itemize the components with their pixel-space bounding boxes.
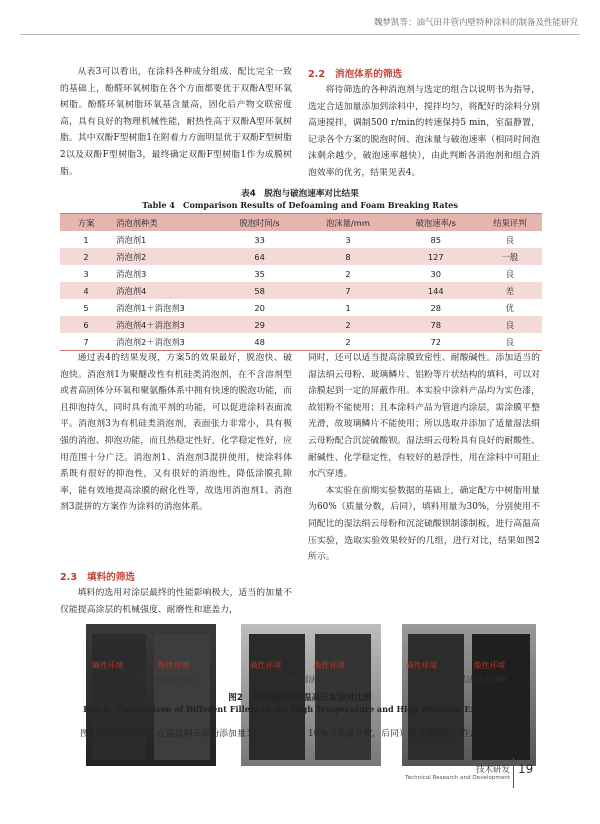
- col-header: 结果评判: [478, 214, 542, 232]
- table-cell: 20: [254, 302, 265, 313]
- table-cell: 78: [394, 316, 478, 333]
- paragraph: 从表3可以看出，在涂料各种成分组成、配比完全一致的基础上，酚醛环氧树脂在各个方面都要优于双酚A型环氧树脂。酚醛环氧树脂环氧基含量高，固化后产物交联密度高，具有良好的物理机械性能，耐热性高于双酚A型环氧树脂。其中双酚F型树脂1在附着力方面明显优于双酚F型树脂2以及双酚F型树脂3，最终确定双酚F型树脂1作为成膜树脂。: [60, 67, 292, 177]
- table-4: [60, 213, 542, 351]
- table-row: [60, 282, 542, 299]
- panel-b-alkaline-label: 碱性环境: [250, 661, 282, 670]
- col-header: 破泡速率/s: [394, 214, 478, 232]
- left-column-bottom-text: [60, 585, 292, 618]
- table-cell: 优: [505, 302, 515, 313]
- table-cell: 3: [83, 268, 89, 279]
- table-cell: 30: [430, 268, 442, 279]
- section-title: 填料的筛选: [87, 572, 135, 583]
- section-2-3-heading: [60, 569, 135, 583]
- table-cell: 8: [302, 248, 393, 265]
- panel-c-alkaline-label: 碱性环境: [406, 661, 438, 670]
- table-row: [60, 333, 542, 351]
- section-number: 2.2: [308, 69, 325, 80]
- section-number: 2.3: [60, 572, 77, 583]
- table-cell: 144: [394, 282, 478, 299]
- table-cell: 3: [345, 234, 351, 245]
- table-cell: 58: [217, 282, 302, 299]
- table-cell: 消泡剂3: [116, 268, 147, 279]
- panel-c-caption: （c）15%湿法绢云母粉: [418, 674, 508, 684]
- table-cell: 消泡剂2: [112, 248, 217, 265]
- table-row: [60, 299, 542, 316]
- col-header: 消泡剂种类: [112, 214, 217, 232]
- bottom-right-text: 10%（质量分数，后同）时表现最好；在湿法绢云母粉: [308, 729, 524, 739]
- table-cell: 良: [478, 316, 542, 333]
- table-cell: 33: [254, 234, 265, 245]
- table-cell: 2: [345, 268, 351, 279]
- panel-a-acidic-label: 酸性环境: [158, 661, 190, 670]
- table-cell: 消泡剂1＋消泡剂3: [116, 302, 185, 313]
- panel-a-caption: （a）5%湿法绢云母粉: [113, 674, 197, 684]
- table-cell: 消泡剂4＋消泡剂3: [112, 316, 217, 333]
- col-header: 泡沫量/mm: [302, 214, 393, 232]
- table-row: [60, 231, 542, 248]
- table-row: [60, 248, 542, 265]
- table-cell: 1: [83, 234, 89, 245]
- table-cell: 28: [430, 302, 442, 313]
- footer-divider: [513, 758, 514, 788]
- table-cell: 良: [505, 234, 515, 245]
- figure-2: [86, 624, 536, 824]
- paragraph: 将待筛选的各种消泡剂与选定的组合以说明书为指导，选定合适加量添加到涂料中，搅拌均匀，将配好的涂料分别高速搅拌，调制500 r/min的转速保持5 min，室温静置，记录各个方案的脱泡时间、泡沫量与破泡速率（相同时间泡沫剩余越少，破泡速率越快），由此判断各消泡剂和组合消泡效率的优劣，结果见表4。: [308, 85, 540, 178]
- table-cell: 1: [345, 302, 351, 313]
- page-number: 19: [518, 762, 534, 776]
- paragraph: 通过表4的结果发现，方案5的效果最好，脱泡快、破泡快。消泡剂1为聚醚改性有机硅类消泡剂，在不含溶剂型或者高固体分环氧和聚氨酯体系中拥有快速的脱泡功能，而且抑泡持久，同时具有流平剂的功能，可以促进涂料表面流平。消泡剂3为有机硅类消泡剂，表面张力非常小，具有极强的消泡、抑泡功能，而且热稳定性好，化学稳定性好，应用范围十分广泛。消泡剂1、消泡剂3混拼使用，使涂料体系既有很好的抑泡性，又有很好的消泡性，降低涂膜孔隙率，能有效地提高涂膜的耐化性等，故选用消泡剂1、消泡剂3混拼的方案作为涂料的消泡体系。: [60, 353, 292, 513]
- panel-a-alkaline-label: 碱性环境: [92, 661, 124, 670]
- table-cell: 7: [83, 336, 89, 347]
- table-cell: 消泡剂4: [112, 282, 217, 299]
- table-cell: 48: [254, 336, 265, 347]
- section-2-2-heading: [308, 66, 402, 80]
- table-cell: 良: [505, 268, 515, 279]
- figure-caption-en: Fig. 2 Comparison of Different Fillers in the High Temperature and High Pressure Experiment: [83, 704, 517, 714]
- table-caption-en: Table 4 Comparison Results of Defoaming and Foam Breaking Rates: [142, 200, 458, 210]
- table-cell: 一般: [478, 248, 542, 265]
- table-row: [60, 316, 542, 333]
- table-cell: 29: [217, 316, 302, 333]
- paragraph: 填料的选用对涂层最终的性能影响极大，适当的加量不仅能提高涂层的机械强度、耐磨性和遮盖力，: [60, 588, 292, 615]
- bottom-left-text: 图2实验结果表明，在湿法绢云母粉添加量为: [80, 729, 255, 739]
- table-cell: 7: [302, 282, 393, 299]
- panel-b-acidic-label: 酸性环境: [314, 661, 346, 670]
- table-caption-cn: 表4 脱泡与破泡速率对比结果: [241, 189, 359, 199]
- table-cell: 64: [217, 248, 302, 265]
- col-header: 方案: [60, 214, 112, 232]
- footer-section-en: Technical Research and Development: [405, 775, 510, 781]
- table-cell: 5: [83, 302, 89, 313]
- table-cell: 35: [254, 268, 265, 279]
- table-cell: 6: [60, 316, 112, 333]
- table-cell: 良: [505, 336, 515, 347]
- table-cell: 消泡剂1: [116, 234, 147, 245]
- table-cell: 127: [394, 248, 478, 265]
- table-cell: 2: [302, 316, 393, 333]
- figure-caption-cn: 图2 不同填料的高温高压实验对比图: [228, 693, 372, 703]
- panel-b-caption: （b）10%湿法绢云母粉: [260, 674, 350, 684]
- right-column-top-text: [308, 82, 540, 182]
- table-cell: 消泡剂2＋消泡剂3: [116, 336, 185, 347]
- panel-c-acidic-label: 酸性环境: [474, 661, 506, 670]
- table-header-row: [60, 214, 542, 232]
- table-cell: 4: [60, 282, 112, 299]
- left-column-mid-text: [60, 350, 292, 516]
- table-cell: 85: [430, 234, 442, 245]
- footer-section-cn: 技术研发: [475, 765, 510, 775]
- col-header: 脱泡时间/s: [217, 214, 302, 232]
- left-column-top-text: [60, 64, 292, 180]
- right-column-mid-text: [308, 350, 540, 566]
- table-cell: 2: [345, 336, 351, 347]
- paragraph: 同时，还可以适当提高涂膜致密性、耐酸碱性。添加适当的湿法绢云母粉、玻璃鳞片、铝粉等片状结构的填料，可以对涂膜起到一定的屏蔽作用。本实验中涂料产品均为实色漆，故铝粉不能使用；且本涂料产品为管道内涂层，需涂膜平整光滑，故玻璃鳞片不能使用；所以选取并添加了适量湿法绢云母粉配合沉淀硫酸钡。湿法绢云母粉具有良好的耐酸性、耐碱性、化学稳定性，有较好的悬浮性，用在涂料中可阻止水汽穿透。: [308, 353, 540, 480]
- header-rule: [20, 34, 580, 35]
- running-header: 魏梦凯等：油气田井管内壁特种涂料的制备及性能研究: [373, 18, 578, 28]
- table-cell: 差: [478, 282, 542, 299]
- paragraph: 本实验在前期实验数据的基础上，确定配方中树脂用量为60%（质量分数，后同），填料用量为30%，分别使用不同配比的湿法绢云母粉和沉淀硫酸钡制漆制板，进行高温高压实验，选取实验效果较好的几组，进行对比，结果如图2所示。: [308, 485, 540, 563]
- table-cell: 72: [430, 336, 442, 347]
- section-title: 消泡体系的筛选: [335, 69, 403, 80]
- table-cell: 2: [60, 248, 112, 265]
- table-row: [60, 265, 542, 282]
